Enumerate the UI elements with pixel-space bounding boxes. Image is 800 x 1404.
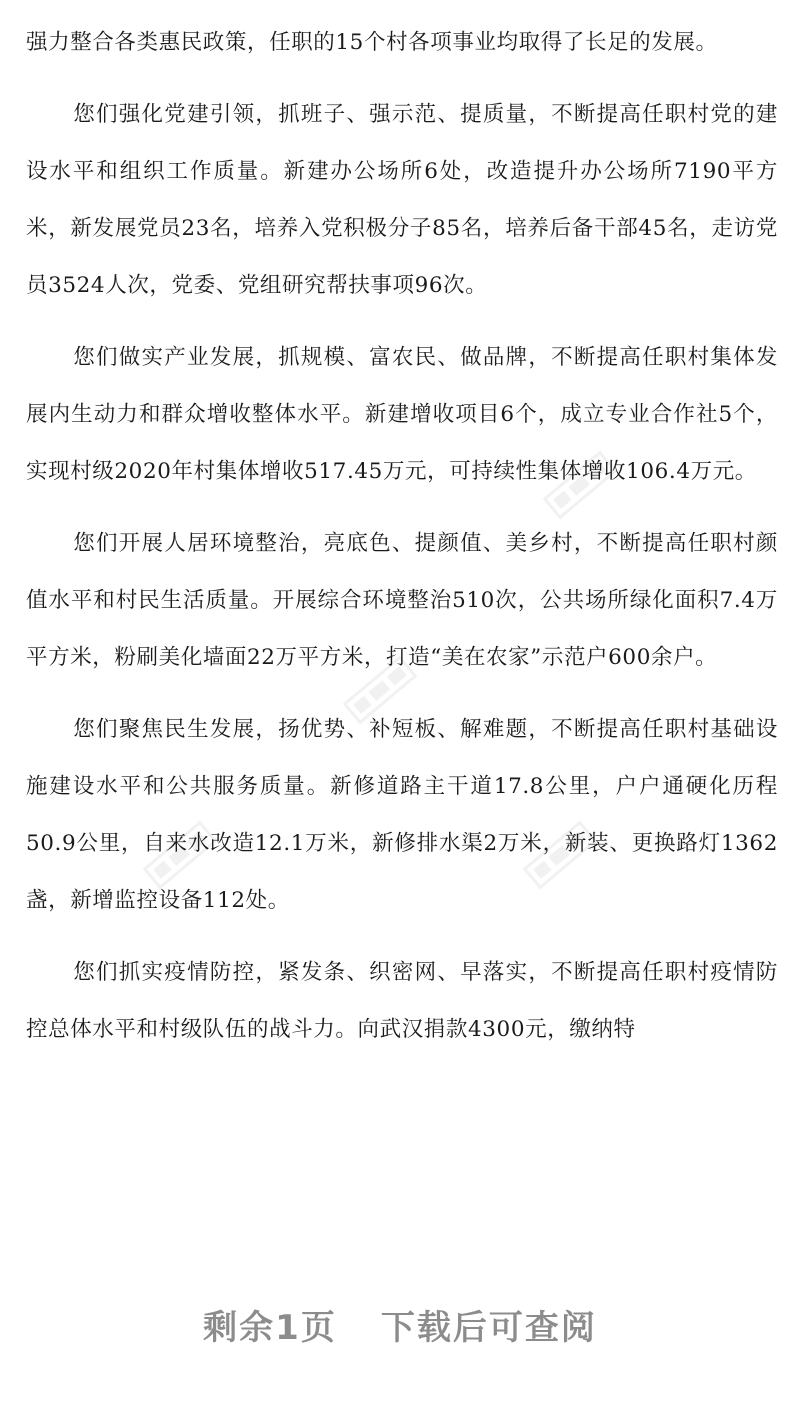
paragraph-epidemic-control: 您们抓实疫情防控，紧发条、织密网、早落实，不断提高任职村疫情防控总体水平和村级队伍的战斗力。向武汉捐款4300元，缴纳特	[26, 960, 778, 1042]
paragraph-party-building: 您们强化党建引领，抓班子、强示范、提质量，不断提高任职村党的建设水平和组织工作质量。新建办公场所6处，改造提升办公场所7190平方米，新发展党员23名，培养入党积极分子85名，培养后备干部45名，走访党员3524人次，党委、党组研究帮扶事项96次。	[26, 102, 778, 298]
paragraph-livelihood: 您们聚焦民生发展，扬优势、补短板、解难题，不断提高任职村基础设施建设水平和公共服务质量。新修道路主干道17.8公里，户户通硬化历程50.9公里，自来水改造12.1万米，新修排水渠2万米，新装、更换路灯1362盏，新增监控设备112处。	[26, 717, 778, 913]
download-prompt-banner[interactable]	[0, 1300, 800, 1349]
remaining-pages-label: 剩余1页	[203, 1308, 337, 1348]
paragraph-living-environment: 您们开展人居环境整治，亮底色、提颜值、美乡村，不断提高任职村颜值水平和村民生活质量。开展综合环境整治510次，公共场所绿化面积7.4万平方米，粉刷美化墙面22万平方米，打造“美在农家”示范户600余户。	[26, 531, 778, 670]
paragraph-industry-development: 您们做实产业发展，抓规模、富农民、做品牌，不断提高任职村集体发展内生动力和群众增收整体水平。新建增收项目6个，成立专业合作社5个，实现村级2020年村集体增收517.45万元，可持续性集体增收106.4万元。	[26, 345, 778, 484]
download-to-view-label: 下载后可查阅	[380, 1308, 597, 1348]
document-body	[26, 14, 778, 1058]
paragraph-continuation: 强力整合各类惠民政策，任职的15个村各项事业均取得了长足的发展。	[26, 30, 718, 55]
